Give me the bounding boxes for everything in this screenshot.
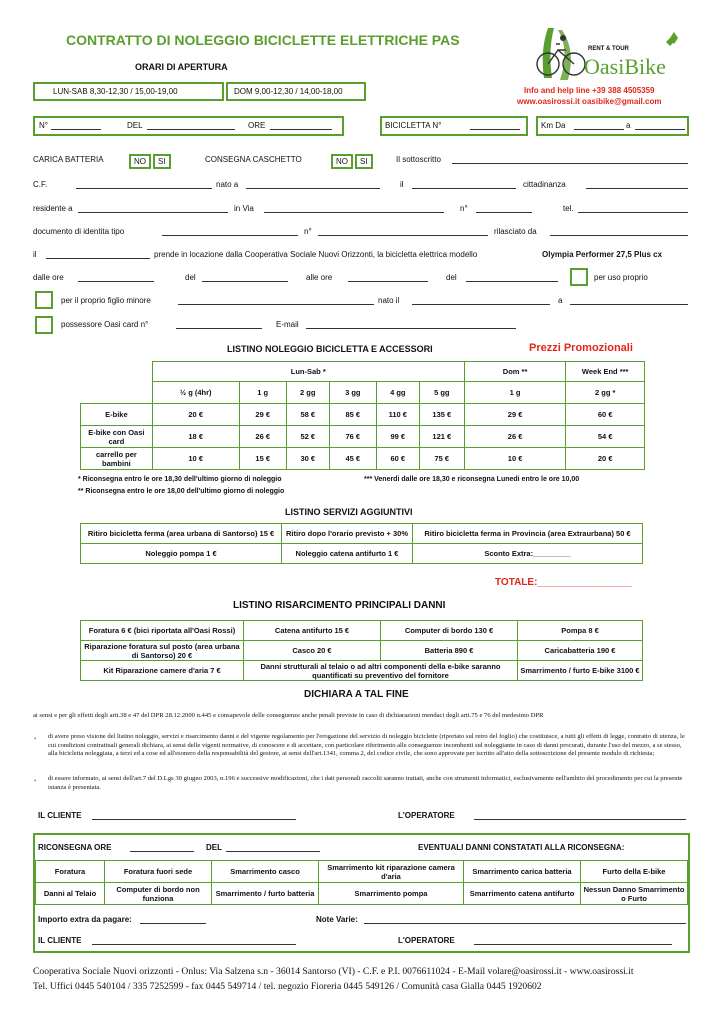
email-label: E-mail [276, 320, 299, 329]
bullet-icon: • [34, 777, 37, 785]
col-header: 4 gg [376, 382, 419, 404]
promo-label: Prezzi Promozionali [529, 342, 633, 354]
danno-cell: Danni strutturali al telaio o ad altri componenti della e-bike saranno quantificati su preventivo del fornitore [244, 661, 518, 681]
cliente-label: IL CLIENTE [38, 811, 82, 820]
footer-line-2: Tel. Uffici 0445 540104 / 335 7252599 - fax 0445 549714 / tel. negozio Fioreria 0445 549126 / Comunità casa Gialla 0445 1920602 [33, 981, 542, 992]
price-cell: 110 € [376, 404, 419, 426]
danno-cell: Smarrimento / furto E-bike 3100 € [518, 661, 643, 681]
figlio-label: per il proprio figlio minore [61, 296, 151, 305]
documento-field[interactable] [162, 226, 298, 236]
row-label: E-bike [81, 404, 153, 426]
damage-option[interactable]: Smarrimento pompa [319, 883, 464, 905]
del2-field[interactable] [202, 272, 288, 282]
col-header: 2 gg [286, 382, 329, 404]
damage-option[interactable]: Danni al Telaio [36, 883, 105, 905]
il2-field[interactable] [46, 249, 150, 259]
consegna-options [330, 151, 374, 169]
servizio-cell: Ritiro dopo l'orario previsto + 30% [282, 524, 413, 544]
damage-option[interactable]: Smarrimento carica batteria [464, 861, 581, 883]
possessore-label: possessore Oasi card n° [61, 320, 149, 329]
totale-field[interactable]: TOTALE:_________________ [495, 577, 632, 588]
danno-cell: Caricabatteria 190 € [518, 641, 643, 661]
del3-label: del [446, 273, 457, 282]
n-field[interactable] [51, 120, 101, 130]
listino-note-2: *** Venerdi dalle ore 18,30 e riconsegna Lunedi entro le ore 10,00 [364, 476, 580, 483]
group-lunsab: Lun-Sab * [152, 362, 464, 382]
rilasciato-label: rilasciato da [494, 227, 537, 236]
oasi-card-checkbox[interactable] [35, 316, 53, 334]
tel-field[interactable] [578, 203, 688, 213]
consegna-no-checkbox[interactable]: NO [331, 154, 353, 169]
carica-label: CARICA BATTERIA [33, 155, 104, 164]
il-field[interactable] [412, 179, 516, 189]
danni-title: LISTINO RISARCIMENTO PRINCIPALI DANNI [233, 600, 446, 611]
col-header: 2 gg * [566, 382, 645, 404]
price-cell: 76 € [329, 426, 376, 448]
group-dom: Dom ** [464, 362, 566, 382]
del3-field[interactable] [466, 272, 558, 282]
km-label: Km Da [541, 121, 566, 130]
riconsegna-table [35, 860, 688, 905]
residente-field[interactable] [78, 203, 228, 213]
damage-option[interactable]: Smarrimento / furto batteria [212, 883, 319, 905]
col-header: 1 g [239, 382, 286, 404]
riconsegna-ore-label: RICONSEGNA ORE [38, 843, 112, 852]
residente-label: residente a [33, 204, 73, 213]
via-label: in Via [234, 204, 254, 213]
tel-label: tel. [563, 204, 574, 213]
riconsegna-cliente-label: IL CLIENTE [38, 936, 82, 945]
price-cell: 58 € [286, 404, 329, 426]
servizio-cell: Sconto Extra:_________ [413, 544, 643, 564]
bullet-icon: • [34, 735, 37, 743]
km-from-field[interactable] [574, 120, 624, 130]
damage-option[interactable]: Smarrimento casco [212, 861, 319, 883]
price-cell: 52 € [286, 426, 329, 448]
price-table [80, 361, 645, 470]
price-cell: 10 € [152, 448, 239, 470]
importo-field[interactable] [140, 914, 206, 924]
servizio-cell: Ritiro bicicletta ferma (area urbana di Santorso) 15 € [81, 524, 282, 544]
price-cell: 26 € [239, 426, 286, 448]
price-cell: 135 € [419, 404, 464, 426]
bike-n-field[interactable] [470, 120, 520, 130]
bike-model: Olympia Performer 27,5 Plus cx [542, 250, 663, 259]
riconsegna-del-label: DEL [206, 843, 222, 852]
listino-title: LISTINO NOLEGGIO BICICLETTA E ACCESSORI [227, 344, 433, 354]
price-cell: 60 € [376, 448, 419, 470]
danni-table [80, 620, 643, 681]
damage-option[interactable]: Smarrimento kit riparazione camera d'aria [319, 861, 464, 883]
figlio-field[interactable] [178, 295, 374, 305]
ore-field[interactable] [270, 120, 332, 130]
servizio-cell: Noleggio catena antifurto 1 € [282, 544, 413, 564]
del2-label: del [185, 273, 196, 282]
row-label: E-bike con Oasi card [81, 426, 153, 448]
dalle-ore-field[interactable] [78, 272, 154, 282]
note-field[interactable] [364, 914, 686, 924]
price-cell: 60 € [566, 404, 645, 426]
dichiara-intro: ai sensi e per gli effetti degli artt.38 e 47 del DPR 28.12.2000 n.445 e consapevole delle conseguenze anche penali previste in caso di dichiarazioni mendaci degli artt.75 e 76 del medesimo DPR [33, 712, 544, 719]
doc-n-label: n° [304, 227, 312, 236]
danno-cell: Computer di bordo 130 € [381, 621, 518, 641]
cf-label: C.F. [33, 180, 48, 189]
damage-option[interactable]: Furto della E-bike [581, 861, 688, 883]
servizio-cell: Ritiro bicicletta ferma in Provincia (area Extraurbana) 50 € [413, 524, 643, 544]
dichiara-title: DICHIARA A TAL FINE [304, 689, 409, 700]
il2-label: il [33, 250, 37, 259]
dichiara-point-1: di avere preso visione del listino noleggio, servizi e risarcimento danni e del vigente regolamento per l'erogazione del servizio di noleggio biciclette (riportato sul retro del foglio) che costituisce, a tutti gli effetti di legge, contratto di utenza, le cui condizioni contrattuali generali dichiara, ai sensi delle vigenti normative, di conoscere e di accettare, con particolare riferimento alle conseguenze incombenti sul noleggiante in caso di danni procurati, durante l'uso del mezzo, a se stesso, alla bicicletta noleggiata, a terzi ed a cose ed all'esonero della responsabilità del gestore, ai sensi dell'art.1341, comma 2, del codice civile, che sono approvate per iscritto all'atto della sottoscrizione del presente modulo di richiesta; [48, 733, 685, 757]
danno-cell: Foratura 6 € (bici riportata all'Oasi Rossi) [81, 621, 244, 641]
contract-id-box [33, 116, 344, 136]
uso-proprio-label: per uso proprio [594, 273, 648, 282]
logo-name: OasiBike [584, 54, 666, 79]
cittadinanza-label: cittadinanza [523, 180, 566, 189]
nato-a-field[interactable] [246, 179, 380, 189]
col-header: 1 g [464, 382, 566, 404]
riconsegna-ore-field[interactable] [130, 842, 194, 852]
servizi-title: LISTINO SERVIZI AGGIUNTIVI [285, 507, 413, 517]
nato-il-field[interactable] [412, 295, 550, 305]
del-label: DEL [127, 121, 143, 130]
price-cell: 85 € [329, 404, 376, 426]
col-header: 5 gg [419, 382, 464, 404]
figlio-checkbox[interactable] [35, 291, 53, 309]
riconsegna-del-field[interactable] [226, 842, 320, 852]
hours-sunday: DOM 9,00-12,30 / 14,00-18,00 [226, 82, 366, 101]
footer-line-1: Cooperativa Sociale Nuovi orizzonti - Onlus: Via Salzena s.n - 36014 Santorso (VI) - C.F. e P.I. 0076611024 - E-Mail volare@oasirossi.it - www.oasirossi.it [33, 966, 634, 977]
hours-weekday: LUN-SAB 8,30-12,30 / 15,00-19,00 [33, 82, 224, 101]
nato-a-label: nato a [216, 180, 239, 189]
price-cell: 18 € [152, 426, 239, 448]
carica-si-checkbox[interactable]: SI [153, 154, 171, 169]
servizi-table [80, 523, 643, 564]
oasi-card-field[interactable] [176, 319, 262, 329]
alle-ore-label: alle ore [306, 273, 333, 282]
bike-number-box [380, 116, 528, 136]
documento-label: documento di identita tipo [33, 227, 125, 236]
price-cell: 10 € [464, 448, 566, 470]
opening-hours-title: ORARI DI APERTURA [135, 62, 228, 72]
damage-option[interactable]: Foratura [36, 861, 105, 883]
info-line: Info and help line +39 388 4505359 [524, 86, 655, 95]
listino-note-1: * Riconsegna entro le ore 18,30 dell'ultimo giorno di noleggio [78, 476, 282, 483]
nato-il-label: nato il [378, 296, 400, 305]
consegna-si-checkbox[interactable]: SI [355, 154, 373, 169]
n-label: N° [39, 121, 48, 130]
operatore-signature[interactable] [474, 810, 686, 820]
price-cell: 29 € [464, 404, 566, 426]
del-field[interactable] [147, 120, 235, 130]
row-label: carrello per bambini [81, 448, 153, 470]
carica-no-checkbox[interactable]: NO [129, 154, 151, 169]
alle-ore-field[interactable] [348, 272, 428, 282]
price-cell: 45 € [329, 448, 376, 470]
danno-cell: Kit Riparazione camere d'aria 7 € [81, 661, 244, 681]
damage-option[interactable]: Nessun Danno Smarrimento o Furto [581, 883, 688, 905]
civico-label: n° [460, 204, 468, 213]
ore-label: ORE [248, 121, 266, 130]
price-cell: 20 € [566, 448, 645, 470]
a-field[interactable] [570, 295, 688, 305]
damage-option[interactable]: Smarrimento catena antifurto [464, 883, 581, 905]
servizio-cell: Noleggio pompa 1 € [81, 544, 282, 564]
danno-cell: Casco 20 € [244, 641, 381, 661]
col-header: 3 gg [329, 382, 376, 404]
price-cell: 54 € [566, 426, 645, 448]
note-label: Note Varie: [316, 915, 358, 924]
sottoscritto-label: Il sottoscritto [396, 155, 441, 164]
cf-field[interactable] [76, 179, 212, 189]
importo-label: Importo extra da pagare: [38, 915, 132, 924]
col-header: ½ g (4hr) [152, 382, 239, 404]
doc-n-field[interactable] [318, 226, 488, 236]
danno-cell: Pompa 8 € [518, 621, 643, 641]
group-weekend: Week End *** [566, 362, 645, 382]
price-cell: 29 € [239, 404, 286, 426]
price-cell: 30 € [286, 448, 329, 470]
carica-options [128, 151, 172, 169]
a-label: a [558, 296, 563, 305]
price-cell: 20 € [152, 404, 239, 426]
email-field[interactable] [306, 319, 516, 329]
damage-option[interactable]: Foratura fuori sede [105, 861, 212, 883]
danno-cell: Riparazione foratura sul posto (area urbana di Santorso) 20 € [81, 641, 244, 661]
km-a-label: a [626, 121, 631, 130]
danno-cell: Batteria 890 € [381, 641, 518, 661]
price-cell: 121 € [419, 426, 464, 448]
oasibike-logo [530, 20, 690, 90]
page-title: CONTRATTO DI NOLEGGIO BICICLETTE ELETTRICHE PAS [66, 32, 460, 48]
listino-note-3: ** Riconsegna entro le ore 18,00 dell'ultimo giorno di noleggio [78, 488, 285, 495]
km-box [536, 116, 689, 136]
consegna-label: CONSEGNA CASCHETTO [205, 155, 302, 164]
price-cell: 26 € [464, 426, 566, 448]
operatore-label: L'OPERATORE [398, 811, 455, 820]
danni-constatati-label: EVENTUALI DANNI CONSTATATI ALLA RICONSEGNA: [418, 843, 625, 852]
sottoscritto-field[interactable] [452, 154, 688, 164]
rilasciato-field[interactable] [550, 226, 688, 236]
dichiara-point-2: di essere informato, ai sensi dell'art.7 del D.Lgs 30 giugno 2003, n.196 e successive modificazioni, che i dati personali raccolti saranno trattati, anche con strumenti informatici, esclusivamente nell'ambito del procedimento per cui la presente istanza è presentata. [48, 775, 683, 791]
danno-cell: Catena antifurto 15 € [244, 621, 381, 641]
riconsegna-operatore-label: L'OPERATORE [398, 936, 455, 945]
riconsegna-operatore-signature[interactable] [474, 935, 672, 945]
dalle-ore-label: dalle ore [33, 273, 64, 282]
uso-proprio-checkbox[interactable] [570, 268, 588, 286]
logo-tag: RENT & TOUR [588, 46, 629, 52]
price-cell: 75 € [419, 448, 464, 470]
riconsegna-cliente-signature[interactable] [92, 935, 296, 945]
via-field[interactable] [264, 203, 444, 213]
km-to-field[interactable] [635, 120, 685, 130]
cliente-signature[interactable] [92, 810, 296, 820]
il-label: il [400, 180, 404, 189]
cittadinanza-field[interactable] [586, 179, 688, 189]
price-cell: 99 € [376, 426, 419, 448]
bike-n-label: BICICLETTA N° [385, 121, 442, 130]
damage-option[interactable]: Computer di bordo non funziona [105, 883, 212, 905]
price-cell: 15 € [239, 448, 286, 470]
prende-text: prende in locazione dalla Cooperativa Sociale Nuovi Orizzonti, la bicicletta elettrica modello [154, 250, 478, 259]
civico-field[interactable] [476, 203, 532, 213]
web-line: www.oasirossi.it oasibike@gmail.com [517, 97, 662, 106]
